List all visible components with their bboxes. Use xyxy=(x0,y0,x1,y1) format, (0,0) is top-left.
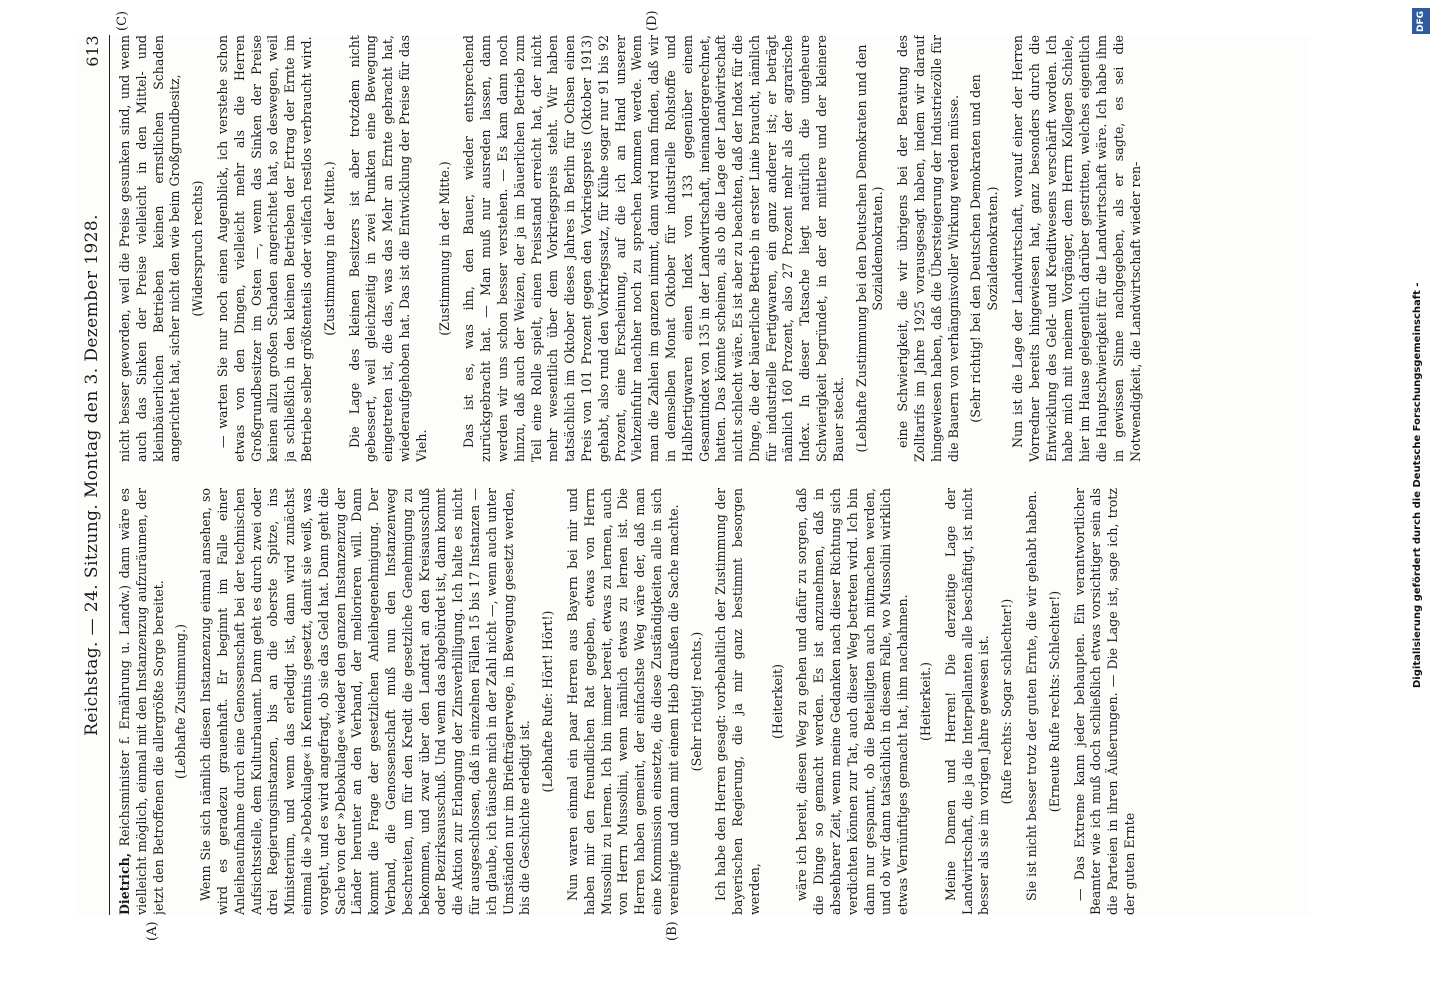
left-column xyxy=(117,488,1297,915)
margin-marker-a: (A) xyxy=(145,921,160,941)
body-paragraph: Nun waren einmal ein paar Herren aus Bayern bei mir und haben mir den freundlichen Rat gegeben, etwas von Herrn Mussolini zu lernen. Ich bin immer bereit, etwas zu lernen, auch von Herrn Mussolini, wenn nämlich etwas zu lernen ist. Die Herren haben gemeint, der einfachste Weg wäre der, daß man eine Kommission einsetzte, die diese Zuständigkeiten alle in sich vereinigte und dann mit einem Hieb draußen die Sache machte. xyxy=(564,488,681,915)
interjection: (Zustimmung in der Mitte.) xyxy=(321,161,337,336)
body-paragraph: Ich habe den Herren gesagt: vorbehaltlich der Zustimmung der bayerischen Regierung, die ja mir ganz bestimmt besorgen werden, xyxy=(713,488,762,915)
speaker-paragraph xyxy=(117,488,167,915)
margin-marker-c: (C) xyxy=(115,10,130,31)
document-page xyxy=(75,10,1310,941)
body-paragraph: eine Schwierigkeit, die wir übrigens bei der Beratung des Zolltarifs im Jahre 1925 vorausgesagt haben, indem wir darauf hingewiesen haben, daß die Übersteigerung der Industriezölle für die Bauern von verhängnisvoller Wirkung werden müsse. xyxy=(895,35,961,462)
interjection: (Sehr richtig! rechts.) xyxy=(688,631,704,772)
margin-marker-b: (B) xyxy=(665,921,680,941)
body-paragraph: Die Lage des kleinen Besitzers ist aber trotzdem nicht gebessert, weil gleichzeitig in zwei Punkten eine Bewegung eingetreten ist, die das, was das Mehr an Ernte gebracht hat, wiederaufgehoben hat. Das ist die Entwicklung der Preise für das Vieh. xyxy=(346,35,429,462)
body-paragraph: Sie ist nicht besser trotz der guten Ernte, die wir gehabt haben. xyxy=(1024,490,1040,901)
body-paragraph: nicht besser geworden, weil die Preise gesunken sind, und wenn auch das Sinken der Preise vielleicht in den Mittel- und kleinbäuerlichen Betrieben keinen ernstlichen Schaden angerichtet hat, sicher nicht den wie beim Großgrundbesitz, xyxy=(117,35,183,462)
interjection: (Heiterkeit.) xyxy=(918,662,934,741)
interjection: (Heiterkeit) xyxy=(769,664,785,739)
dfg-logo: DFG xyxy=(1412,8,1430,34)
digitization-note: Digitalisierung gefördert durch die Deutsche Forschungsgemeinschaft - xyxy=(1412,282,1423,688)
interjection: (Lebhafte Zustimmung.) xyxy=(173,623,189,780)
body-paragraph: — Das Extreme kann jeder behaupten. Ein verantwortlicher Beamter wie ich muß doch schließlich etwas vorsichtiger sein als die Parteien in ihren Äußerungen. — Die Lage ist, sage ich, trotz der guten Ernte xyxy=(1071,488,1138,915)
interjection: (Widerspruch rechts) xyxy=(190,180,206,317)
speaker-name: Dietrich, xyxy=(117,852,132,915)
running-head-title: Reichstag. — 24. Sitzung. Montag den 3. Dezember 1928. xyxy=(82,214,102,736)
body-paragraph: Wenn Sie sich nämlich diesen Instanzenzug einmal ansehen, so wird es geradezu grauenhaft. Er beginnt im Falle einer Anleiheaufnahme durch eine Genossenschaft bei der technischen Aufsichtsstelle, dem Kulturbauamt. Dann geht es durch zwei oder drei Regierungsinstanzen, bis an die oberste Spitze, ins Ministerium, und wenn das erledigt ist, dann wird zunächst einmal die »Debokulage« in Kenntnis gesetzt, damit sie weiß, was vorgeht, und es wird angefragt, ob sie das Geld hat. Dann geht die Sache von der »Debokulage« wieder den ganzen Instanzenzug der Länder herunter an den Verband, der meliorieren will. Dann kommt die Frage der gesetzlichen Anleihegenehmigung. Der Verband, die Genossenschaft muß nun den Instanzenweg beschreiten, um für den Kredit die gesetzliche Genehmigung zu bekommen, und zwar über den Landrat an den Kreisausschuß oder Bezirksausschuß. Und wenn das abgebürdet ist, dann kommt die Aktion zur Erlangung der Zinsverbilligung. Ich halte es nicht für ausgeschlossen, daß in einzelnen Fällen 15 bis 17 Instanzen — ich glaube, ich täusche mich in der Zahl nicht —, wenn auch unter Umständen nur im Briefträgerwege, in Bewegung gesetzt werden, bis die Geschichte erledigt ist. xyxy=(198,488,533,915)
interjection: (Lebhafte Zustimmung bei den Deutschen Demokraten und den Sozialdemokraten.) xyxy=(853,44,886,453)
interjection: (Erneute Rufe rechts: Schlechter!) xyxy=(1046,590,1062,813)
interjection: (Sehr richtig! bei den Deutschen Demokraten und den Sozialdemokraten.) xyxy=(968,74,1001,423)
speaker-text: Reichsminister f. Ernährung u. Landw.) dann wäre es vielleicht möglich, einmal mit den Instanzenzug aufzuräumen, der jetzt den Betroffenen die allergrößte Sorge bereitet. xyxy=(117,488,166,915)
body-paragraph: Nun ist die Lage der Landwirtschaft, worauf einer der Herren Vorredner bereits hingewiesen hat, ganz besonders durch die Entwicklung des Geld- und Kreditwesens verschärft worden. Ich habe mich mit meinem Vorgänger, dem Herrn Kollegen Schiele, hier im Hause gelegentlich darüber gestritten, welches eigentlich die Hauptschwierigkeit für die Landwirtschaft wäre. Ich habe ihm in gewissen Sinne nachgegeben, als er sagte, es sei die Notwendigkeit, die Landwirtschaft wieder ren- xyxy=(1010,35,1143,462)
running-head xyxy=(75,35,110,915)
interjection: (Rufe rechts: Sogar schlechter!) xyxy=(999,598,1015,805)
margin-marker-d: (D) xyxy=(645,10,660,31)
interjection: (Zustimmung in der Mitte.) xyxy=(436,161,452,336)
body-paragraph: wäre ich bereit, diesen Weg zu gehen und dafür zu sorgen, daß die Dinge so gemacht werden. Es ist anzunehmen, daß in absehbarer Zeit, wenn meine Gedanken nach dieser Richtung sich verdichten können zur Tat, auch dieser Weg betreten wird. Ich bin dann nur gespannt, ob die Beteiligten auch mitmachen werden, und ob wir dann tatsächlich in diesem Falle, wo Mussolini wirklich etwas Vernünftiges gemacht hat, ihm nachahmen. xyxy=(794,488,911,915)
body-paragraph: — warten Sie nur noch einen Augenblick, ich verstehe schon etwas von den Dingen, vielleicht mehr als die Herren Großgrundbesitzer im Osten —, wenn das Sinken der Preise keinen allzu großen Schaden angerichtet hat, so deswegen, weil ja schließlich in den kleinen Betrieben der Ertrag der Ernte im Betriebe selber größtenteils oder vielfach restlos verbraucht wird. xyxy=(214,35,314,462)
page-number: 613 xyxy=(82,35,102,67)
body-paragraph: Meine Damen und Herren! Die derzeitige Lage der Landwirtschaft, die ja die Interpellanten alle beschäftigt, ist nicht besser als sie im vorigen Jahre gewesen ist. xyxy=(942,488,992,915)
text-columns xyxy=(117,35,1297,915)
interjection: (Lebhafte Rufe: Hört! Hört!) xyxy=(540,610,556,793)
body-paragraph: Das ist es, was ihn, den Bauer, wieder entsprechend zurückgebracht hat. — Man muß nur ausreden lassen, dann werden wir uns schon besser verstehen. — Es kam dann noch hinzu, daß auch der Weizen, der ja im bäuerlichen Betrieb zum Teil eine Rolle spielt, einen Preisstand erreicht hat, der nicht mehr wesentlich über dem Vorkriegspreis steht. Wir haben tatsächlich im Oktober dieses Jahres in Berlin für Ochsen einen Preis von 101 Prozent gegen den Vorkriegspreis (Oktober 1913) gehabt, also rund den Vorkriegssatz, für Kühe sogar nur 91 bis 92 Prozent, eine Erscheinung, auf die ich an Hand unserer Viehzeinfuhr nachher noch zu sprechen kommen werde. Wenn man die Zahlen im ganzen nimmt, dann wird man finden, daß wir in demselben Monat Oktober für industrielle Rohstoffe und Halbfertigwaren einen Index von 133 gegenüber einem Gesamtindex von 135 in der Landwirtschaft, ineinandergerechnet, hatten. Das könnte scheinen, als ob die Lage der Landwirtschaft nicht schlecht wäre. Es ist aber zu beachten, daß der Index für die Dinge, die der bäuerliche Betrieb in erster Linie braucht, nämlich für industrielle Fertigwaren, ein ganz anderer ist; er beträgt nämlich 160 Prozent, also 27 Prozent mehr als der agrarische Index. In dieser Tatsache liegt natürlich die ungeheure Schwierigkeit begründet, in der der mittlere und der kleinere Bauer steckt. xyxy=(461,35,846,462)
right-column xyxy=(117,35,1297,462)
